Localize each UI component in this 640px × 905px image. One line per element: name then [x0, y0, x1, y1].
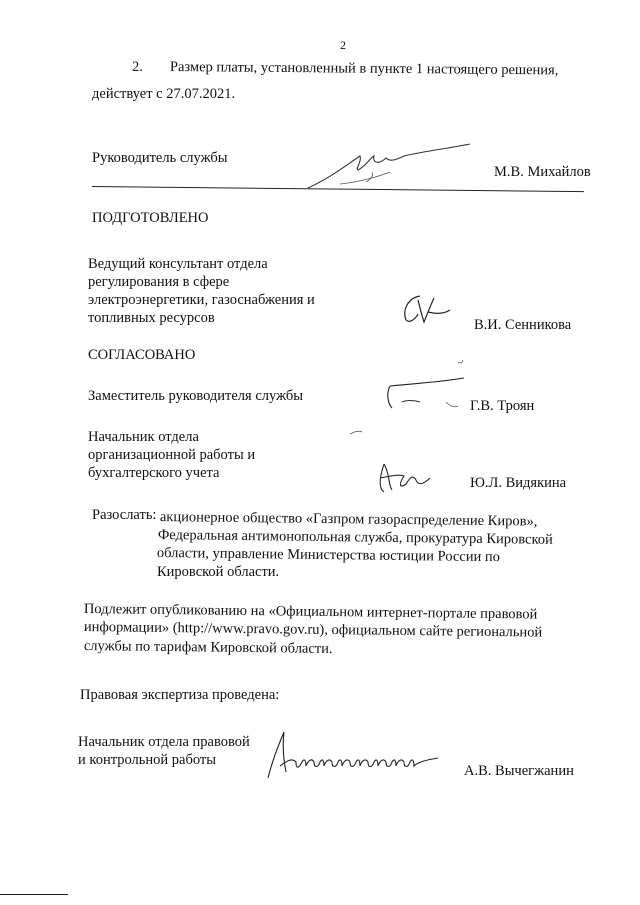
head-position: Руководитель службы	[92, 150, 228, 166]
distribution-line3: области, управление Министерства юстиции России по	[156, 544, 501, 566]
agreed-heading: СОГЛАСОВАНО	[88, 347, 196, 363]
agreed-signer2-signature	[340, 420, 450, 500]
publication-line1: Подлежит опубликованию на «Официальном интернет-портале правовой	[83, 600, 538, 623]
agreed-signer2-name: Ю.Л. Видякина	[470, 475, 567, 491]
prepared-position-line4: топливных ресурсов	[88, 310, 215, 326]
distribution-label: Разослать:	[92, 507, 157, 523]
legal-signature	[262, 726, 462, 786]
clause-text-line1: Размер платы, установленный в пункте 1 настоящего решения,	[169, 58, 559, 79]
prepared-name: В.И. Сенникова	[474, 317, 572, 333]
publication-line3: службы по тарифам Кировской области.	[83, 637, 333, 658]
legal-name: А.В. Вычегжанин	[464, 763, 574, 779]
page-number: 2	[340, 38, 346, 52]
distribution-line2: Федеральная антимонопольная служба, прокуратура Кировской	[157, 526, 553, 548]
distribution-line4: Кировской области.	[157, 564, 280, 580]
agreed-signer1-name: Г.В. Троян	[470, 398, 535, 414]
prepared-position-line2: регулирования в сфере	[88, 274, 230, 290]
legal-position-line2: и контрольной работы	[78, 752, 216, 768]
prepared-heading: ПОДГОТОВЛЕНО	[92, 210, 209, 226]
agreed-signer2-position-line2: организационной работы и	[88, 447, 256, 463]
agreed-signer1-signature	[380, 356, 470, 416]
prepared-position-line3: электроэнергетики, газоснабжения и	[88, 292, 315, 308]
head-name: М.В. Михайлов	[494, 164, 591, 180]
agreed-signer2-position-line1: Начальник отдела	[88, 429, 199, 445]
legal-review-text: Правовая экспертиза проведена:	[80, 687, 280, 703]
distribution-line1: акционерное общество «Газпром газораспределение Киров»,	[159, 508, 538, 530]
prepared-signature	[398, 290, 454, 330]
prepared-position-line1: Ведущий консультант отдела	[88, 256, 268, 272]
agreed-signer2-position-line3: бухгалтерского учета	[88, 465, 220, 481]
clause-text-line2: действует с 27.07.2021.	[92, 86, 236, 102]
footer-rule	[0, 894, 68, 895]
agreed-signer1-position: Заместитель руководителя службы	[88, 388, 304, 404]
legal-position-line1: Начальник отдела правовой	[78, 734, 250, 750]
clause-number: 2.	[132, 59, 143, 75]
publication-line2: информации» (http://www.pravo.gov.ru), официальном сайте региональной	[83, 618, 543, 641]
